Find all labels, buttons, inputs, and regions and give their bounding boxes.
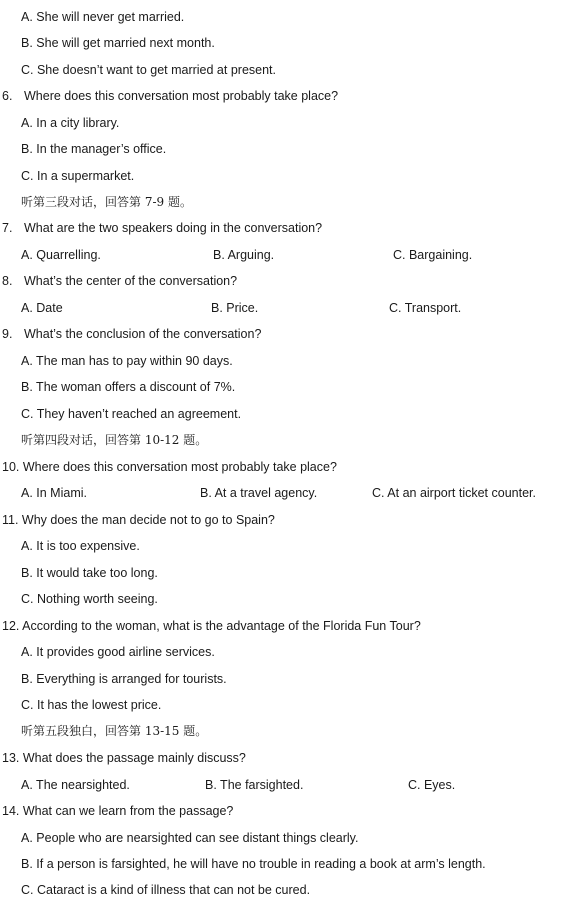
q7-option-a: A. Quarrelling. xyxy=(21,248,101,262)
q5-option-c: C. She doesn’t want to get married at present. xyxy=(21,63,276,77)
q10-option-a: A. In Miami. xyxy=(21,486,87,500)
q5-option-b: B. She will get married next month. xyxy=(21,36,215,50)
q12-option-b: B. Everything is arranged for tourists. xyxy=(21,672,227,686)
q11-option-c: C. Nothing worth seeing. xyxy=(21,592,158,606)
q10-options xyxy=(21,484,561,502)
q6-option-b: B. In the manager’s office. xyxy=(21,142,167,156)
section-heading-5: 听第五段独白，回答第 13-15 题。 xyxy=(21,724,208,738)
question-number: 7. xyxy=(2,221,13,235)
q13-option-a: A. The nearsighted. xyxy=(21,778,130,792)
question-10: 10. Where does this conversation most probably take place? xyxy=(2,460,337,474)
question-number: 6. xyxy=(2,89,13,103)
question-9 xyxy=(2,325,261,343)
q11-option-b: B. It would take too long. xyxy=(21,566,158,580)
q6-option-a: A. In a city library. xyxy=(21,116,120,130)
q12-option-a: A. It provides good airline services. xyxy=(21,645,215,659)
q6-option-c: C. In a supermarket. xyxy=(21,169,135,183)
question-text: What are the two speakers doing in the conversation? xyxy=(24,221,323,235)
q5-option-a: A. She will never get married. xyxy=(21,10,185,24)
question-number: 8. xyxy=(2,274,13,288)
question-text: Where does this conversation most probably take place? xyxy=(24,89,339,103)
q13-options xyxy=(21,776,561,794)
q7-option-b: B. Arguing. xyxy=(213,248,275,262)
section-heading-3: 听第三段对话，回答第 7-9 题。 xyxy=(21,195,192,209)
question-13: 13. What does the passage mainly discuss? xyxy=(2,751,246,765)
q11-option-a: A. It is too expensive. xyxy=(21,539,140,553)
q13-option-c: C. Eyes. xyxy=(408,778,456,792)
q7-options xyxy=(21,246,561,264)
q9-option-c: C. They haven’t reached an agreement. xyxy=(21,407,242,421)
q10-option-c: C. At an airport ticket counter. xyxy=(372,486,536,500)
question-6 xyxy=(2,87,338,105)
q14-option-b: B. If a person is farsighted, he will have no trouble in reading a book at arm’s length. xyxy=(21,857,486,871)
section-heading-4: 听第四段对话，回答第 10-12 题。 xyxy=(21,433,208,447)
q14-option-c: C. Cataract is a kind of illness that can not be cured. xyxy=(21,883,311,897)
question-12: 12. According to the woman, what is the advantage of the Florida Fun Tour? xyxy=(2,619,421,633)
question-14: 14. What can we learn from the passage? xyxy=(2,804,234,818)
q12-option-c: C. It has the lowest price. xyxy=(21,698,162,712)
question-8 xyxy=(2,272,237,290)
q10-option-b: B. At a travel agency. xyxy=(200,486,318,500)
q7-option-c: C. Bargaining. xyxy=(393,248,473,262)
q9-option-b: B. The woman offers a discount of 7%. xyxy=(21,380,236,394)
question-text: What’s the conclusion of the conversation? xyxy=(24,327,262,341)
q8-option-c: C. Transport. xyxy=(389,301,462,315)
q8-option-a: A. Date xyxy=(21,301,63,315)
q13-option-b: B. The farsighted. xyxy=(205,778,304,792)
q14-option-a: A. People who are nearsighted can see distant things clearly. xyxy=(21,831,359,845)
question-11: 11. Why does the man decide not to go to Spain? xyxy=(2,513,275,527)
q8-option-b: B. Price. xyxy=(211,301,259,315)
question-number: 9. xyxy=(2,327,13,341)
question-7 xyxy=(2,219,322,237)
question-text: What’s the center of the conversation? xyxy=(24,274,238,288)
q8-options xyxy=(21,299,561,317)
q9-option-a: A. The man has to pay within 90 days. xyxy=(21,354,233,368)
